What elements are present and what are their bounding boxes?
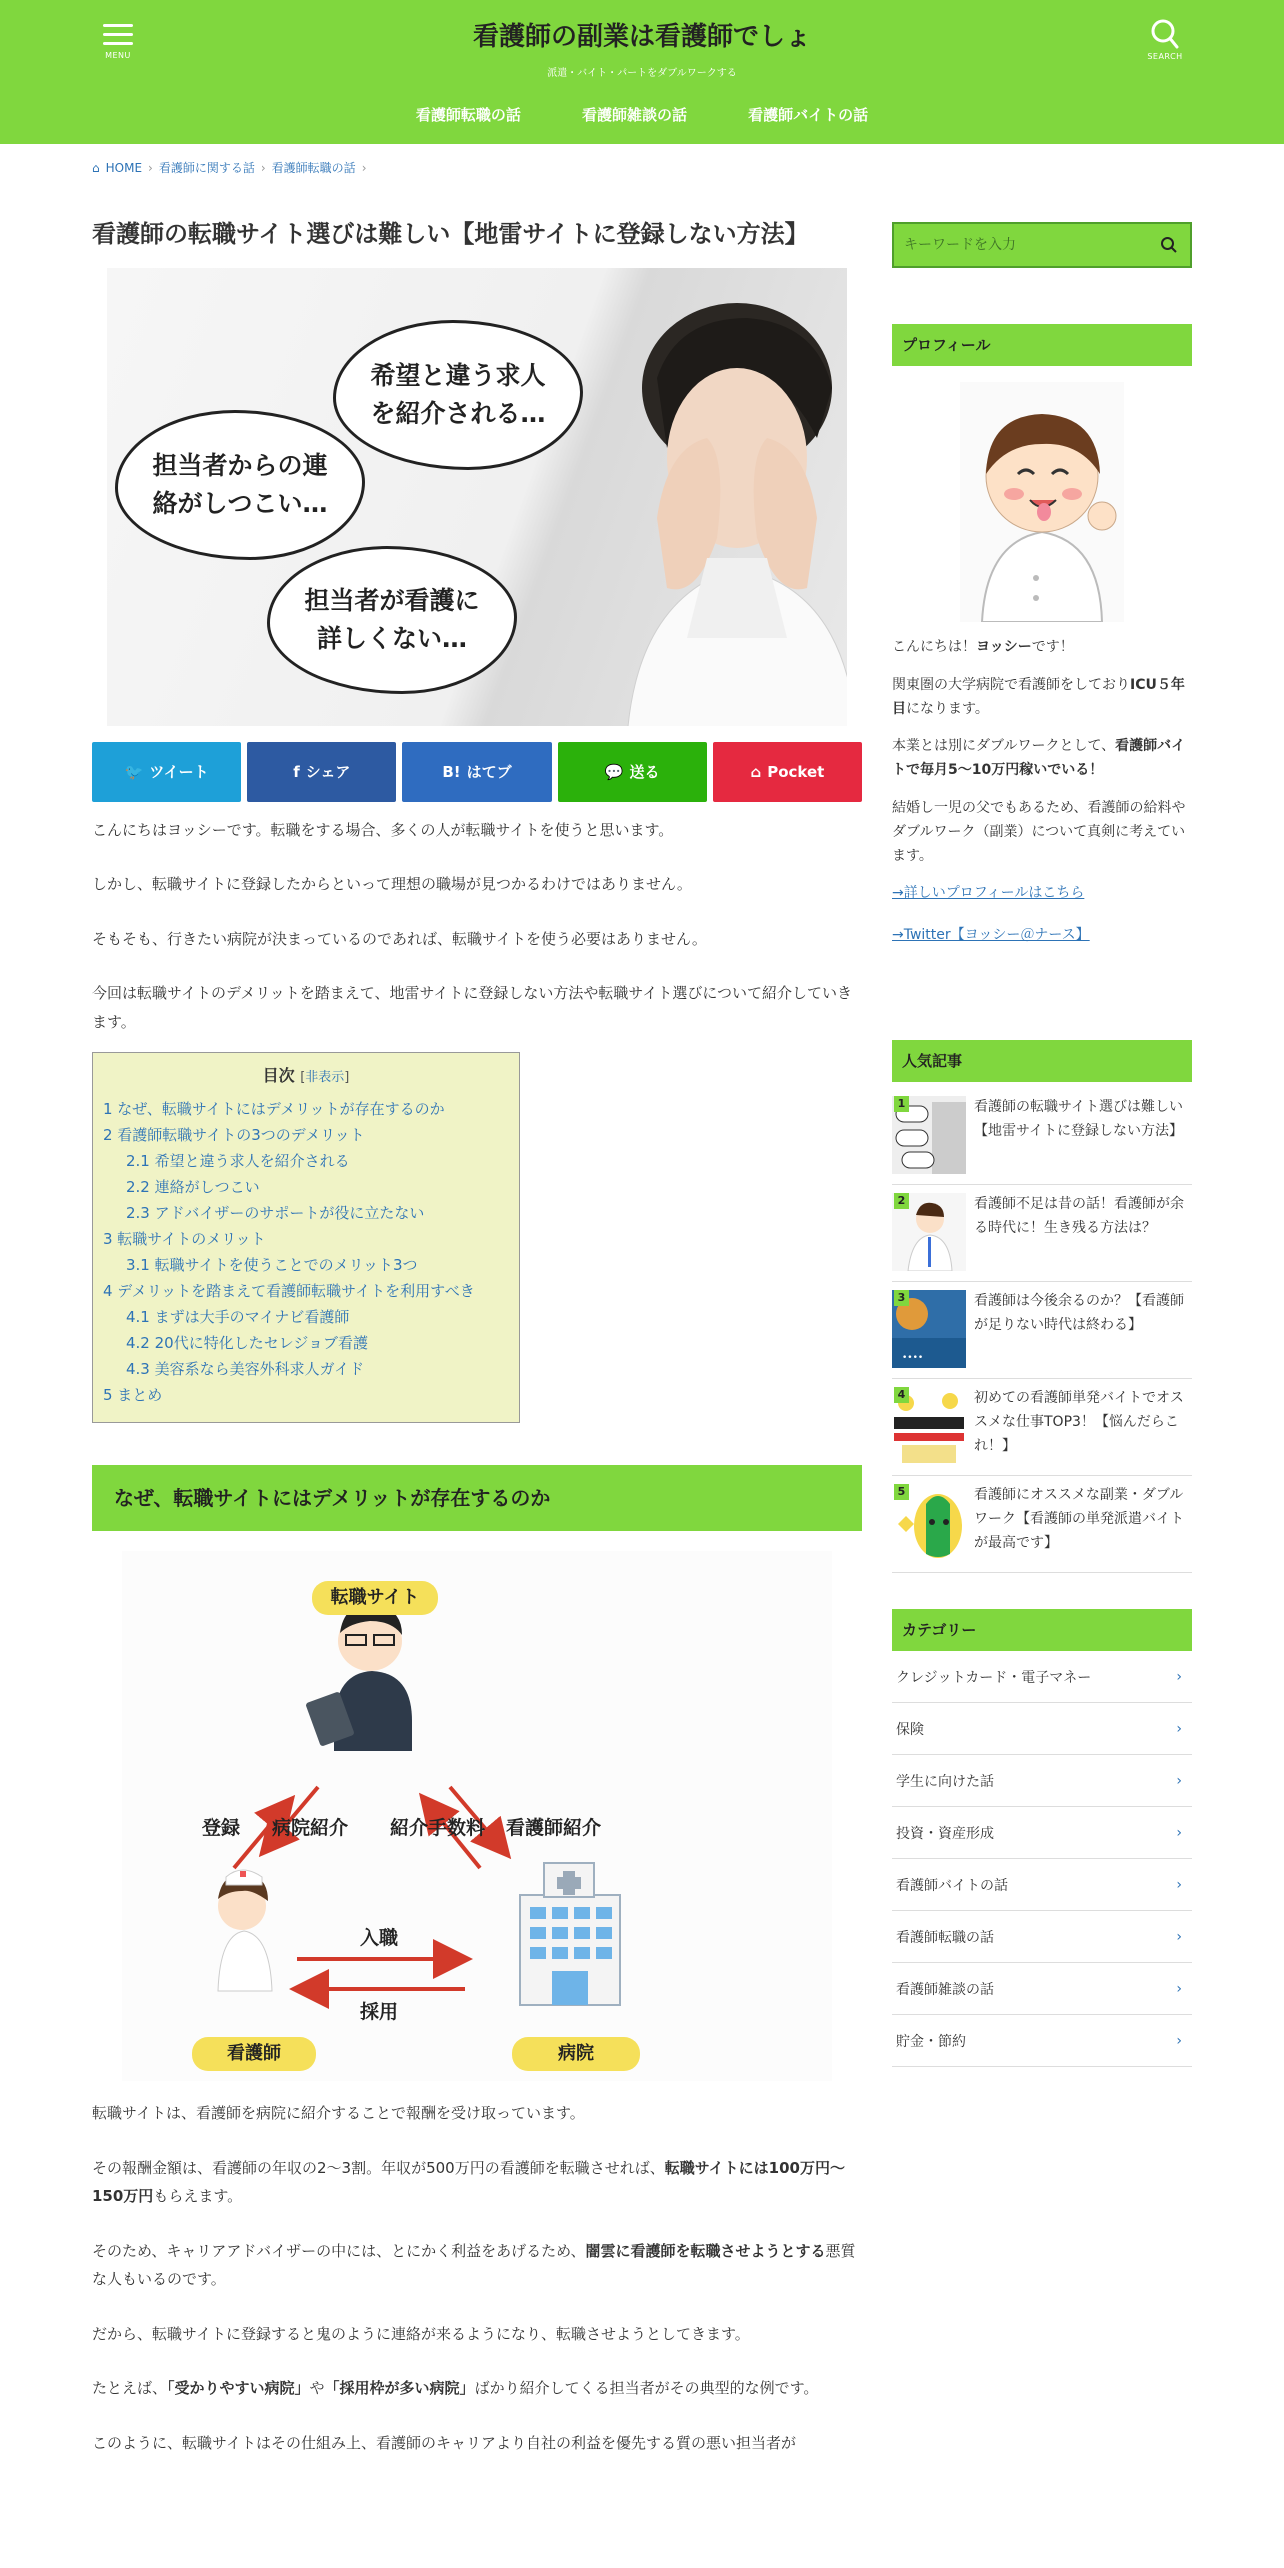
toc-toggle[interactable]: 非表示	[305, 1070, 345, 1086]
facebook-share-button[interactable]: f シェア	[247, 742, 396, 802]
hospital-intro-label: 病院紹介	[272, 1817, 349, 1840]
pocket-button[interactable]: ⌂ Pocket	[713, 742, 862, 802]
facebook-icon: f	[293, 762, 300, 781]
popular-title[interactable]: 初めての看護師単発バイトでオススメな仕事TOP3！【悩んだらこれ！】	[974, 1390, 1184, 1454]
chevron-right-icon: ›	[1176, 1928, 1182, 1945]
fee-label: 紹介手数料	[390, 1817, 486, 1840]
category-label: 看護師バイトの話	[896, 1877, 1008, 1894]
toc-item[interactable]: 2.1 希望と違う求人を紹介される	[126, 1152, 350, 1171]
hatena-icon: B!	[442, 762, 461, 781]
search-input[interactable]	[904, 237, 1124, 253]
toc-item[interactable]: 4 デメリットを踏まえて看護師転職サイトを利用すべき	[103, 1282, 475, 1301]
category-label: 学生に向けた話	[896, 1773, 994, 1790]
hire-label: 採用	[360, 2001, 399, 2024]
register-label: 登録	[202, 1817, 241, 1840]
search-label: SEARCH	[1147, 52, 1183, 61]
profile-link[interactable]: →詳しいプロフィールはこちら	[892, 885, 1085, 902]
popular-item[interactable]	[892, 1476, 1192, 1573]
chevron-right-icon: ›	[1176, 1668, 1182, 1685]
site-title[interactable]: 看護師の副業は看護師でしょ	[472, 22, 811, 52]
speech-bubble: 希望と違う求人を紹介される…	[333, 320, 583, 470]
chevron-right-icon: ›	[361, 161, 367, 175]
popular-thumbnail[interactable]	[892, 1193, 966, 1271]
paragraph: そのため、キャリアアドバイザーの中には、とにかく利益をあげるため、闇雲に看護師を転職させようとする悪質な人もいるのです。	[92, 2241, 856, 2289]
section-heading: なぜ、転職サイトにはデメリットが存在するのか	[92, 1465, 862, 1531]
chevron-right-icon: ›	[1176, 1876, 1182, 1893]
category-item[interactable]	[892, 1755, 1192, 1807]
hospital-illustration	[520, 1863, 620, 2005]
rank-badge: 1	[894, 1096, 909, 1112]
pocket-icon: ⌂	[750, 762, 762, 781]
chevron-right-icon: ›	[148, 161, 153, 175]
category-item[interactable]	[892, 1911, 1192, 1963]
category-widget-title: カテゴリー	[892, 1609, 1192, 1651]
toc-item[interactable]: 5 まとめ	[103, 1386, 163, 1405]
rank-badge: 3	[894, 1290, 909, 1306]
rank-badge: 5	[894, 1484, 909, 1500]
popular-item[interactable]	[892, 1282, 1192, 1379]
toc-item[interactable]: 2.2 連絡がしつこい	[126, 1178, 260, 1197]
profile-widget-title: プロフィール	[892, 324, 1192, 366]
toc-list	[103, 1096, 509, 1408]
popular-title[interactable]: 看護師にオススメな副業・ダブルワーク【看護師の単発派遣バイトが最高です】	[974, 1487, 1184, 1551]
category-item[interactable]	[892, 1807, 1192, 1859]
category-item[interactable]	[892, 2015, 1192, 2067]
paragraph: だから、転職サイトに登録すると鬼のように連絡が来るようになり、転職させようとしてきます。	[92, 2324, 750, 2343]
breadcrumb-item[interactable]: 看護師に関する話	[158, 161, 255, 175]
category-label: 看護師転職の話	[896, 1929, 994, 1946]
rank-badge: 4	[894, 1387, 909, 1403]
site-label: 転職サイト	[312, 1581, 438, 1615]
referral-diagram	[122, 1551, 832, 2081]
category-item[interactable]	[892, 1963, 1192, 2015]
category-label: 投資・資産形成	[896, 1825, 994, 1842]
chevron-right-icon: ›	[1176, 1772, 1182, 1789]
speech-bubble: 担当者からの連絡がしつこい…	[115, 410, 365, 560]
paragraph: このように、転職サイトはその仕組み上、看護師のキャリアより自社の利益を優先する質の悪い担当者が	[92, 2433, 796, 2452]
toc-item[interactable]: 2 看護師転職サイトの3つのデメリット	[103, 1126, 365, 1145]
paragraph: こんにちはヨッシーです。転職をする場合、多くの人が転職サイトを使うと思います。	[92, 820, 674, 839]
category-label: 保険	[896, 1721, 924, 1738]
search-icon	[1150, 18, 1180, 50]
popular-widget-title: 人気記事	[892, 1040, 1192, 1082]
profile-text: 結婚し一児の父でもあるため、看護師の給料やダブルワーク（副業）について真剣に考えています。	[892, 799, 1186, 864]
breadcrumb-item[interactable]: 看護師転職の話	[271, 161, 356, 175]
nurse-illustration	[218, 1870, 272, 1991]
chevron-right-icon: ›	[1176, 1720, 1182, 1737]
toc-item[interactable]: 3 転職サイトのメリット	[103, 1230, 266, 1249]
popular-title[interactable]: 看護師不足は昔の話！看護師が余る時代に！生き残る方法は？	[974, 1196, 1184, 1237]
paragraph: しかし、転職サイトに登録したからといって理想の職場が見つかるわけではありません。	[92, 875, 692, 894]
category-label: 貯金・節約	[896, 2033, 966, 2050]
paragraph: その報酬金額は、看護師の年収の2〜3割。年収が500万円の看護師を転職させれば、転職サイトには100万円〜150万円もらえます。	[92, 2158, 845, 2206]
popular-item[interactable]	[892, 1185, 1192, 1282]
share-buttons	[92, 742, 862, 802]
profile-text: 関東圏の大学病院で看護師をしておりICU５年目になります。	[892, 676, 1185, 717]
twitter-icon: 🐦	[124, 762, 144, 781]
svg-text:••••: ••••	[902, 1353, 924, 1364]
table-of-contents	[92, 1052, 520, 1423]
chevron-right-icon: ›	[1176, 2032, 1182, 2049]
toc-item[interactable]: 4.2 20代に特化したセレジョブ看護	[126, 1334, 369, 1353]
toc-item[interactable]: 3.1 転職サイトを使うことでのメリット3つ	[126, 1256, 418, 1275]
hatena-button[interactable]: B! はてブ	[402, 742, 551, 802]
category-list	[892, 1651, 1192, 2067]
category-label: クレジットカード・電子マネー	[896, 1669, 1092, 1686]
category-label: 看護師雑談の話	[896, 1981, 994, 1998]
chevron-right-icon: ›	[1176, 1824, 1182, 1841]
nurse-intro-label: 看護師紹介	[506, 1817, 602, 1840]
advisor-illustration	[305, 1605, 412, 1751]
hospital-label: 病院	[512, 2037, 640, 2071]
toc-item[interactable]: 4.1 まずは大手のマイナビ看護師	[126, 1308, 350, 1327]
worried-nurse-illustration	[587, 298, 847, 726]
nav-item-tenshoku[interactable]: 看護師転職の話	[415, 106, 521, 124]
popular-title[interactable]: 看護師は今後余るのか？【看護師が足りない時代は終わる】	[974, 1293, 1184, 1334]
popular-thumbnail[interactable]	[892, 1096, 966, 1174]
line-icon: 💬	[604, 762, 624, 781]
toc-item[interactable]: 1 なぜ、転職サイトにはデメリットが存在するのか	[103, 1100, 445, 1119]
paragraph: 転職サイトは、看護師を病院に紹介することで報酬を受け取っています。	[92, 2104, 585, 2123]
search-button[interactable]	[1140, 18, 1190, 68]
profile-avatar	[960, 382, 1124, 622]
sidebar	[892, 222, 1192, 2067]
category-item[interactable]	[892, 1651, 1192, 1703]
popular-item[interactable]	[892, 1379, 1192, 1476]
menu-label: MENU	[105, 51, 131, 60]
sidebar-search	[892, 222, 1192, 268]
category-item[interactable]	[892, 1703, 1192, 1755]
nav-item-zatsudan[interactable]: 看護師雑談の話	[581, 106, 687, 124]
breadcrumb	[92, 159, 373, 176]
article	[92, 200, 862, 2483]
popular-list	[892, 1088, 1192, 1573]
breadcrumb-home[interactable]: HOME	[105, 161, 143, 175]
site-header	[0, 0, 1284, 144]
paragraph: 今回は転職サイトのデメリットを踏まえて、地雷サイトに登録しない方法や転職サイト選びについて紹介していきます。	[92, 984, 853, 1031]
article-title: 看護師の転職サイト選びは難しい【地雷サイトに登録しない方法】	[92, 220, 809, 248]
speech-bubble: 担当者が看護に詳しくない…	[267, 546, 517, 694]
category-item[interactable]	[892, 1859, 1192, 1911]
tweet-button[interactable]: 🐦 ツイート	[92, 742, 241, 802]
search-icon[interactable]	[1160, 236, 1178, 254]
profile-text: 本業とは別にダブルワークとして、看護師バイトで毎月5〜10万円稼いでいる！	[892, 738, 1186, 779]
rank-badge: 2	[894, 1193, 909, 1209]
toc-item[interactable]: 4.3 美容系なら美容外科求人ガイド	[126, 1360, 365, 1379]
toc-title: 目次 [非表示]	[262, 1066, 350, 1086]
line-button[interactable]: 💬 送る	[558, 742, 707, 802]
eyecatch-image	[107, 268, 847, 726]
nurse-label: 看護師	[192, 2037, 316, 2071]
paragraph: たとえば、「受かりやすい病院」や「採用枠が多い病院」ばかり紹介してくる担当者がその典型的な例です。	[92, 2379, 819, 2398]
profile-text: こんにちは！ヨッシーです！	[892, 639, 1074, 655]
toc-item[interactable]: 2.3 アドバイザーのサポートが役に立たない	[126, 1204, 425, 1223]
popular-thumbnail[interactable]	[892, 1387, 966, 1465]
site-tagline: 派遣・バイト・パートをダブルワークする	[547, 68, 737, 79]
twitter-link[interactable]: →Twitter【ヨッシー＠ナース】	[892, 927, 1090, 944]
popular-title[interactable]: 看護師の転職サイト選びは難しい【地雷サイトに登録しない方法】	[974, 1099, 1184, 1140]
chevron-right-icon: ›	[1176, 1980, 1182, 1997]
global-nav	[0, 104, 1284, 125]
chevron-right-icon: ›	[260, 161, 266, 175]
join-label: 入職	[360, 1927, 399, 1950]
popular-thumbnail[interactable]	[892, 1290, 966, 1368]
popular-item[interactable]	[892, 1088, 1192, 1185]
home-icon: ⌂	[92, 161, 100, 175]
nav-item-baito[interactable]: 看護師バイトの話	[748, 106, 869, 124]
paragraph: そもそも、行きたい病院が決まっているのであれば、転職サイトを使う必要はありません。	[92, 929, 707, 948]
popular-thumbnail[interactable]	[892, 1484, 966, 1562]
